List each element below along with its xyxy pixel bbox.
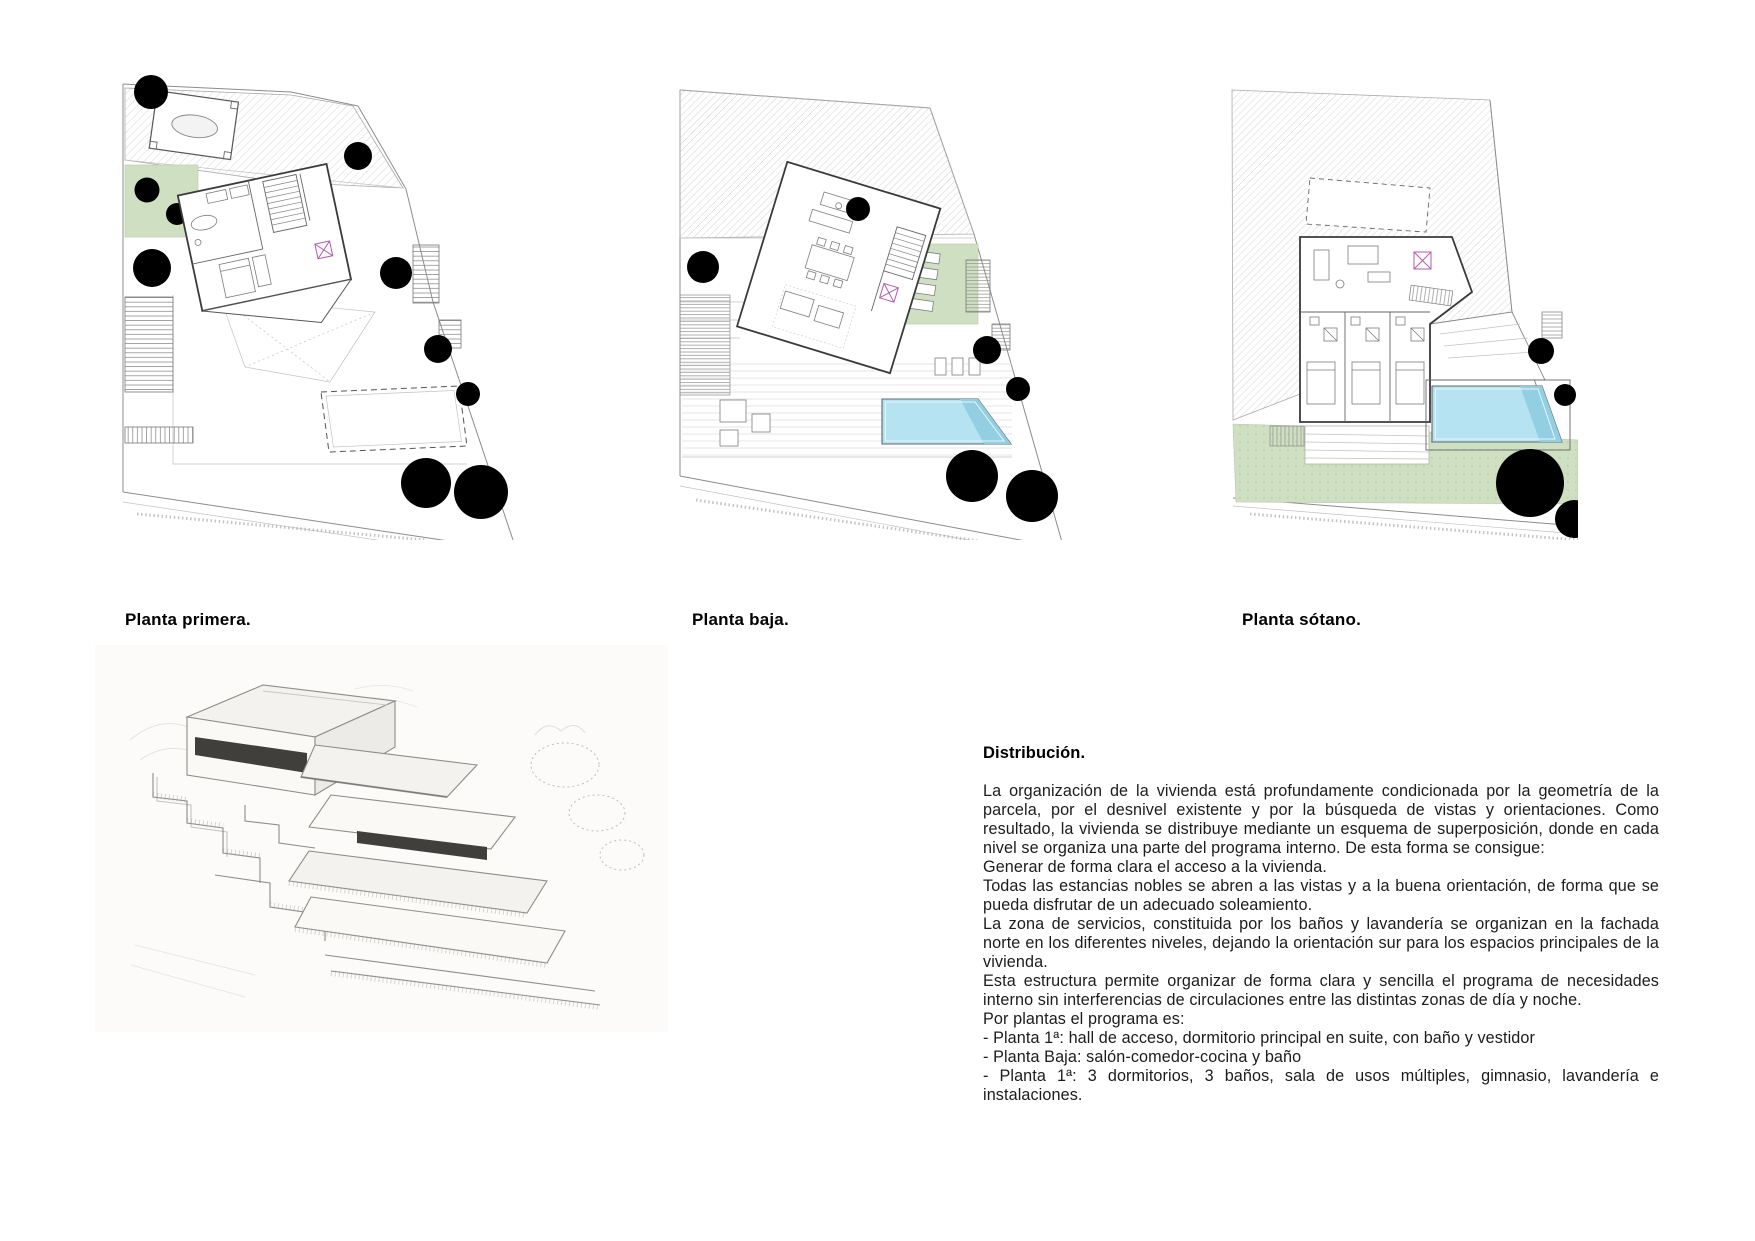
paragraph: - Planta 1ª: 3 dormitorios, 3 baños, sala de usos múltiples, gimnasio, lavandería e instalaciones. <box>983 1067 1659 1104</box>
floor-plan-sotano-drawing <box>1100 62 1578 540</box>
paragraph: Generar de forma clara el acceso a la vivienda. <box>983 858 1327 876</box>
pool-outline-dashed <box>321 386 467 452</box>
paragraph: Todas las estancias nobles se abren a las vistas y a la buena orientación, de forma que se pueda disfrutar de un adecuado soleamiento. <box>983 877 1659 914</box>
plan-baja-caption: Planta baja. <box>692 610 789 629</box>
terrace <box>1430 312 1545 380</box>
upper-floor-dashed-outline <box>1306 178 1430 232</box>
paragraph: Por plantas el programa es: <box>983 1010 1185 1028</box>
floor-plan-baja-drawing <box>600 62 1078 540</box>
lift-shaft <box>1414 252 1431 269</box>
paragraph: La zona de servicios, constituida por los baños y lavandería se organizan en la fachada norte en los diferentes niveles, dejando la orientación sur para los espacios principales de la vivienda. <box>983 915 1659 971</box>
house-first-floor <box>178 164 359 346</box>
plan-sotano-caption: Planta sótano. <box>1242 610 1361 629</box>
deck-stripes <box>680 295 730 395</box>
floor-plan-primera <box>95 62 573 540</box>
paragraph: Esta estructura permite organizar de forma clara y sencilla el programa de necesidades interno sin interferencias de circulaciones entre las distintas zonas de día y noche. <box>983 972 1659 1009</box>
floor-plan-primera-drawing <box>95 62 573 540</box>
paragraph: - Planta 1ª: hall de acceso, dormitorio principal en suite, con baño y vestidor <box>983 1029 1535 1047</box>
paragraph: - Planta Baja: salón-comedor-cocina y baño <box>983 1048 1302 1066</box>
concept-sketch <box>95 645 668 1032</box>
section-title: Distribución. <box>983 744 1086 762</box>
stairs-right <box>1542 312 1562 338</box>
stairs-left <box>125 297 193 443</box>
lift-shaft <box>315 241 333 259</box>
distribution-text-block <box>983 744 1659 1105</box>
pool <box>1426 380 1570 450</box>
sun-loungers <box>935 358 980 375</box>
plan-primera-caption: Planta primera. <box>125 610 251 629</box>
stairs-right <box>413 245 461 348</box>
paragraph: La organización de la vivienda está profundamente condicionada por la geometría de la parcela, por el desnivel existente y por la búsqueda de vistas y orientaciones. Como resultado, la vivienda se distribuye mediante un esquema de superposición, donde en cada nivel se organiza una parte del programa interno. De esta forma se consigue: <box>983 782 1659 857</box>
concept-sketch-drawing <box>95 645 668 1032</box>
floor-plan-baja <box>600 62 1078 540</box>
floor-plan-sotano <box>1100 62 1578 540</box>
